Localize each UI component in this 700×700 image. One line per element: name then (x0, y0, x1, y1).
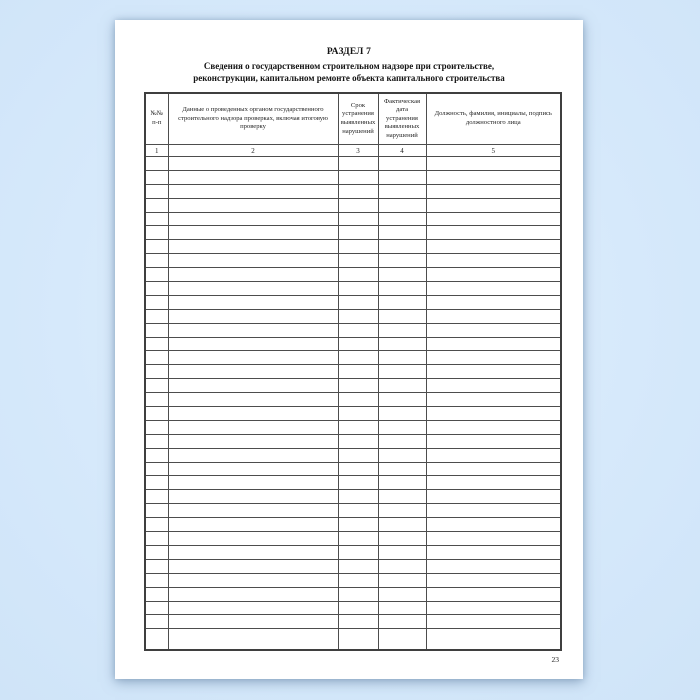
empty-cell (338, 157, 378, 171)
empty-cell (338, 448, 378, 462)
table-row (145, 545, 561, 559)
empty-cell (145, 601, 168, 615)
table-row (145, 532, 561, 546)
empty-cell (338, 323, 378, 337)
empty-cell (378, 420, 426, 434)
empty-cell (145, 587, 168, 601)
empty-cell (145, 254, 168, 268)
empty-cell (145, 559, 168, 573)
table-row (145, 240, 561, 254)
empty-cell (168, 629, 338, 650)
empty-cell (168, 337, 338, 351)
empty-cell (145, 462, 168, 476)
empty-cell (145, 532, 168, 546)
empty-cell (378, 323, 426, 337)
empty-cell (338, 351, 378, 365)
empty-cell (338, 629, 378, 650)
empty-cell (338, 198, 378, 212)
empty-cell (338, 587, 378, 601)
column-number-5: 5 (426, 145, 561, 157)
empty-cell (426, 448, 561, 462)
empty-cell (168, 323, 338, 337)
empty-cell (378, 448, 426, 462)
empty-cell (168, 309, 338, 323)
empty-cell (168, 170, 338, 184)
table-row (145, 309, 561, 323)
empty-cell (145, 295, 168, 309)
empty-cell (145, 504, 168, 518)
empty-cell (168, 379, 338, 393)
empty-cell (168, 518, 338, 532)
empty-cell (145, 448, 168, 462)
empty-cell (338, 545, 378, 559)
empty-cell (338, 559, 378, 573)
empty-cell (338, 184, 378, 198)
column-header-inspection-data: Данные о проведенных органом государственного строительного надзора проверках, включая итоговую проверку (168, 93, 338, 145)
empty-cell (426, 184, 561, 198)
empty-cell (378, 184, 426, 198)
empty-cell (378, 545, 426, 559)
table-row (145, 282, 561, 296)
table-row (145, 198, 561, 212)
empty-cell (338, 393, 378, 407)
empty-cell (338, 518, 378, 532)
empty-cell (426, 559, 561, 573)
empty-cell (426, 351, 561, 365)
empty-cell (145, 434, 168, 448)
empty-cell (338, 420, 378, 434)
empty-cell (426, 240, 561, 254)
empty-cell (168, 587, 338, 601)
empty-cell (378, 462, 426, 476)
empty-cell (426, 434, 561, 448)
empty-cell (378, 629, 426, 650)
empty-cell (168, 282, 338, 296)
empty-cell (426, 254, 561, 268)
empty-cell (168, 157, 338, 171)
empty-cell (378, 476, 426, 490)
table-row (145, 226, 561, 240)
document-page (115, 20, 583, 679)
empty-cell (426, 365, 561, 379)
empty-cell (338, 462, 378, 476)
empty-cell (378, 268, 426, 282)
empty-cell (338, 490, 378, 504)
empty-cell (168, 532, 338, 546)
empty-cell (168, 365, 338, 379)
table-row (145, 170, 561, 184)
table-row (145, 407, 561, 421)
empty-cell (426, 545, 561, 559)
table-row (145, 629, 561, 650)
table-row (145, 254, 561, 268)
section-subtitle (115, 60, 583, 84)
empty-cell (378, 434, 426, 448)
empty-cell (338, 254, 378, 268)
page-heading (115, 46, 583, 84)
empty-cell (338, 573, 378, 587)
column-number-2: 2 (168, 145, 338, 157)
empty-cell (145, 198, 168, 212)
empty-cell (338, 170, 378, 184)
empty-cell (426, 532, 561, 546)
empty-cell (378, 170, 426, 184)
empty-cell (145, 226, 168, 240)
empty-cell (338, 212, 378, 226)
empty-cell (378, 309, 426, 323)
empty-cell (378, 490, 426, 504)
empty-cell (145, 184, 168, 198)
empty-cell (168, 504, 338, 518)
column-header-actual-date: Фактическая дата устранения выявленных нарушений (378, 93, 426, 145)
empty-cell (338, 365, 378, 379)
empty-cell (145, 629, 168, 650)
empty-cell (145, 573, 168, 587)
empty-cell (338, 532, 378, 546)
section-title: РАЗДЕЛ 7 (326, 47, 372, 57)
empty-cell (426, 518, 561, 532)
table-row (145, 615, 561, 629)
empty-cell (145, 420, 168, 434)
supervision-table (144, 92, 562, 651)
table-row (145, 379, 561, 393)
empty-cell (145, 393, 168, 407)
empty-cell (338, 615, 378, 629)
table-row (145, 573, 561, 587)
table-row (145, 184, 561, 198)
empty-cell (168, 545, 338, 559)
table-row (145, 434, 561, 448)
table-row (145, 559, 561, 573)
empty-cell (426, 379, 561, 393)
subtitle-line-1: Сведения о государственном строительном надзоре при строительстве, (203, 61, 495, 71)
empty-cell (145, 170, 168, 184)
column-header-row-number: №№ п-п (145, 93, 168, 145)
table-row (145, 295, 561, 309)
empty-cell (168, 295, 338, 309)
empty-cell (145, 490, 168, 504)
empty-cell (168, 448, 338, 462)
empty-cell (426, 295, 561, 309)
empty-cell (145, 309, 168, 323)
table-row (145, 587, 561, 601)
column-header-official-signature: Должность, фамилия, инициалы, подпись должностного лица (426, 93, 561, 145)
empty-cell (426, 601, 561, 615)
empty-cell (426, 407, 561, 421)
empty-cell (378, 212, 426, 226)
empty-cell (426, 420, 561, 434)
empty-cell (378, 615, 426, 629)
empty-cell (378, 393, 426, 407)
table-row (145, 337, 561, 351)
empty-cell (145, 212, 168, 226)
empty-cell (378, 518, 426, 532)
empty-cell (338, 268, 378, 282)
table-row (145, 601, 561, 615)
empty-cell (168, 212, 338, 226)
table-row (145, 476, 561, 490)
empty-cell (378, 407, 426, 421)
empty-cell (168, 268, 338, 282)
empty-cell (168, 184, 338, 198)
empty-cell (145, 282, 168, 296)
empty-cell (168, 198, 338, 212)
empty-cell (145, 157, 168, 171)
empty-cell (168, 240, 338, 254)
empty-cell (378, 504, 426, 518)
empty-cell (168, 462, 338, 476)
empty-cell (426, 615, 561, 629)
column-number-4: 4 (378, 145, 426, 157)
column-number-3: 3 (338, 145, 378, 157)
empty-cell (378, 379, 426, 393)
empty-cell (145, 407, 168, 421)
empty-cell (338, 379, 378, 393)
empty-cell (145, 268, 168, 282)
table-header-row (145, 93, 561, 145)
empty-cell (338, 407, 378, 421)
empty-cell (378, 573, 426, 587)
empty-cell (426, 323, 561, 337)
empty-cell (145, 615, 168, 629)
empty-cell (426, 393, 561, 407)
table-row (145, 212, 561, 226)
empty-cell (426, 282, 561, 296)
empty-cell (145, 518, 168, 532)
empty-cell (145, 379, 168, 393)
empty-cell (378, 587, 426, 601)
empty-cell (338, 226, 378, 240)
empty-cell (338, 476, 378, 490)
empty-cell (168, 490, 338, 504)
empty-cell (168, 351, 338, 365)
empty-cell (168, 434, 338, 448)
empty-cell (338, 504, 378, 518)
empty-cell (378, 240, 426, 254)
empty-cell (426, 226, 561, 240)
empty-cell (168, 420, 338, 434)
column-number-1: 1 (145, 145, 168, 157)
table-row (145, 420, 561, 434)
empty-cell (168, 407, 338, 421)
table-row (145, 393, 561, 407)
empty-cell (145, 337, 168, 351)
page-number: 23 (551, 655, 559, 664)
empty-cell (426, 629, 561, 650)
empty-cell (378, 157, 426, 171)
column-header-deadline: Срок устранения выявленных нарушений (338, 93, 378, 145)
empty-cell (378, 226, 426, 240)
empty-cell (378, 559, 426, 573)
empty-cell (378, 601, 426, 615)
empty-cell (145, 476, 168, 490)
empty-cell (426, 157, 561, 171)
empty-cell (426, 198, 561, 212)
empty-cell (338, 434, 378, 448)
empty-cell (426, 170, 561, 184)
empty-cell (338, 337, 378, 351)
empty-cell (145, 365, 168, 379)
empty-cell (426, 504, 561, 518)
empty-cell (426, 462, 561, 476)
empty-cell (168, 254, 338, 268)
empty-cell (145, 323, 168, 337)
empty-cell (378, 337, 426, 351)
empty-cell (145, 240, 168, 254)
subtitle-line-2: реконструкции, капитальном ремонте объекта капитального строительства (193, 73, 505, 83)
table-row (145, 462, 561, 476)
empty-cell (338, 309, 378, 323)
empty-cell (338, 282, 378, 296)
empty-cell (378, 532, 426, 546)
empty-cell (426, 268, 561, 282)
empty-cell (426, 573, 561, 587)
empty-cell (378, 365, 426, 379)
empty-cell (168, 226, 338, 240)
table-row (145, 268, 561, 282)
empty-cell (426, 587, 561, 601)
empty-cell (168, 601, 338, 615)
table-row (145, 490, 561, 504)
empty-cell (426, 212, 561, 226)
empty-cell (426, 490, 561, 504)
empty-cell (426, 337, 561, 351)
empty-cell (168, 559, 338, 573)
empty-cell (378, 282, 426, 296)
empty-cell (145, 351, 168, 365)
empty-cell (338, 240, 378, 254)
empty-cell (378, 198, 426, 212)
table-row (145, 518, 561, 532)
table-row (145, 323, 561, 337)
empty-cell (378, 254, 426, 268)
column-numbers-row (145, 145, 561, 157)
table-row (145, 504, 561, 518)
empty-cell (168, 615, 338, 629)
table-row (145, 365, 561, 379)
empty-cell (338, 601, 378, 615)
table-row (145, 351, 561, 365)
empty-cell (168, 393, 338, 407)
table-row (145, 157, 561, 171)
empty-cell (145, 545, 168, 559)
empty-cell (168, 476, 338, 490)
empty-cell (338, 295, 378, 309)
empty-cell (168, 573, 338, 587)
empty-cell (426, 309, 561, 323)
empty-cell (378, 351, 426, 365)
empty-cell (378, 295, 426, 309)
table-row (145, 448, 561, 462)
empty-cell (426, 476, 561, 490)
